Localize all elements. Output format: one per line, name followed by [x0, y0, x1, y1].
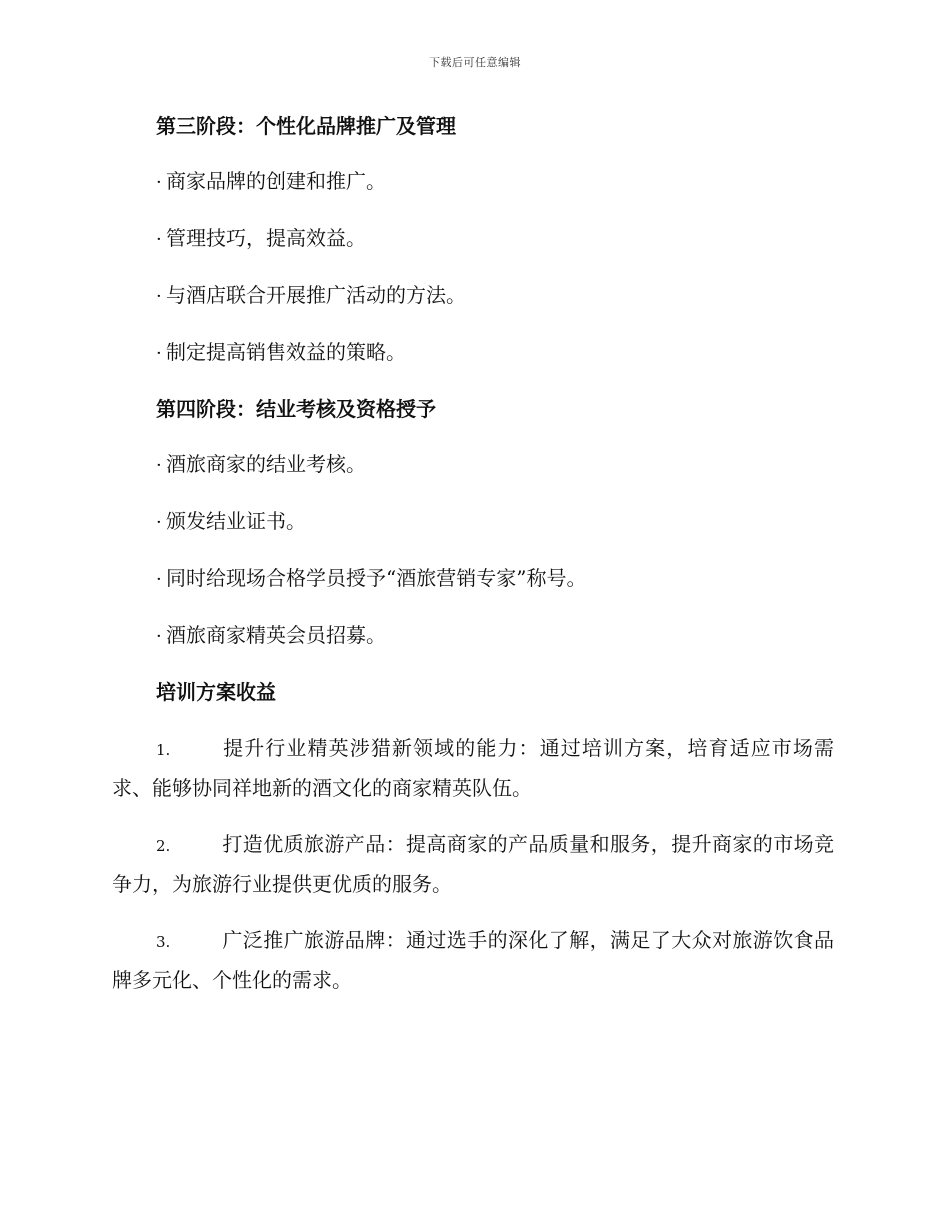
bullet-icon: ·	[156, 172, 162, 193]
list-item-text: 同时给现场合格学员授予“酒旅营销专家”称号。	[166, 566, 587, 590]
list-item-text: 酒旅商家精英会员招募。	[166, 623, 386, 647]
list-item-text: 制定提高销售效益的策略。	[166, 340, 406, 364]
benefit-number: 1.	[156, 741, 171, 759]
list-item	[156, 163, 834, 201]
bullet-icon: ·	[156, 286, 162, 307]
header-note: 下载后可任意编辑	[429, 56, 521, 69]
benefit-item-1	[112, 729, 834, 807]
list-item	[156, 560, 834, 598]
benefit-item-3	[112, 921, 834, 999]
list-item-text: 商家品牌的创建和推广。	[166, 169, 386, 193]
list-item	[156, 277, 834, 315]
bullet-icon: ·	[156, 343, 162, 364]
bullet-icon: ·	[156, 455, 162, 476]
benefit-number: 3.	[156, 933, 171, 951]
bullet-icon: ·	[156, 569, 162, 590]
bullet-icon: ·	[156, 626, 162, 647]
benefit-text: 广泛推广旅游品牌：通过选手的深化了解，满足了大众对旅游饮食品牌多元化、个性化的需求。	[112, 928, 834, 992]
list-item	[156, 446, 834, 484]
list-item-text: 管理技巧，提高效益。	[166, 226, 366, 250]
section-heading-stage-4: 第四阶段：结业考核及资格授予	[156, 397, 436, 421]
list-item-text: 颁发结业证书。	[166, 509, 306, 533]
benefit-item-2	[112, 825, 834, 903]
list-item-text: 酒旅商家的结业考核。	[166, 452, 366, 476]
list-item	[156, 617, 834, 655]
stage-3-list	[112, 163, 834, 372]
benefit-text: 提升行业精英涉猎新领域的能力：通过培训方案，培育适应市场需求、能够协同祥地新的酒文化的商家精英队伍。	[112, 736, 834, 800]
section-heading-stage-3: 第三阶段：个性化品牌推广及管理	[156, 114, 456, 138]
list-item	[156, 220, 834, 258]
stage-4-list	[112, 446, 834, 655]
bullet-icon: ·	[156, 512, 162, 533]
benefit-number: 2.	[156, 837, 171, 855]
benefit-text: 打造优质旅游产品：提高商家的产品质量和服务，提升商家的市场竞争力，为旅游行业提供更优质的服务。	[112, 832, 834, 896]
document-body	[112, 108, 834, 1017]
bullet-icon: ·	[156, 229, 162, 250]
list-item-text: 与酒店联合开展推广活动的方法。	[166, 283, 466, 307]
section-heading-benefits: 培训方案收益	[156, 680, 276, 704]
list-item	[156, 334, 834, 372]
list-item	[156, 503, 834, 541]
